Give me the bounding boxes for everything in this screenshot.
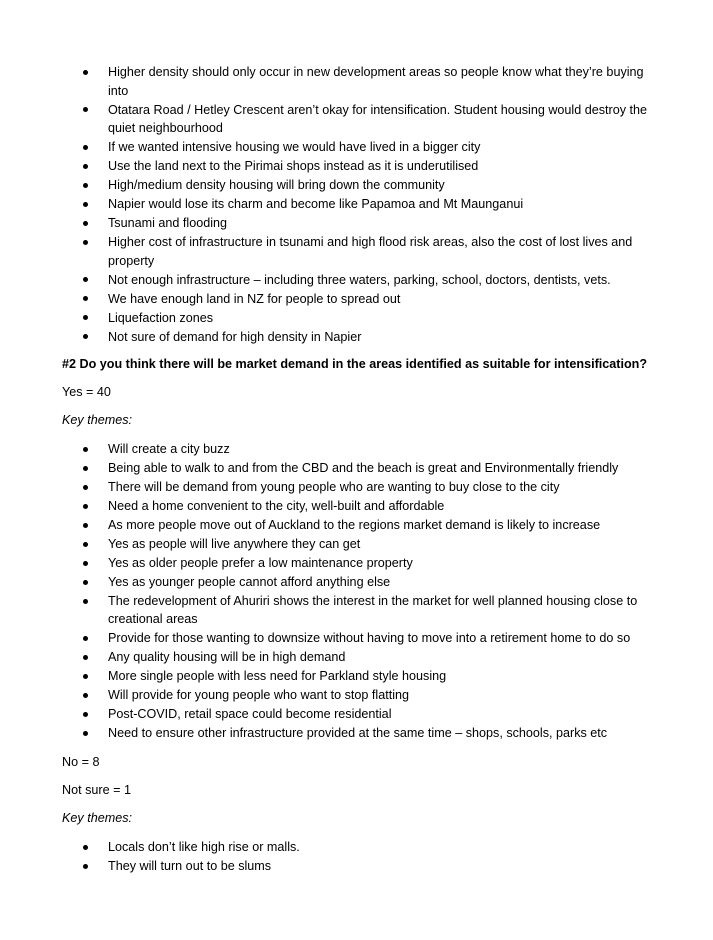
list-item (0, 138, 713, 157)
bullet-icon (83, 183, 88, 188)
list-item (0, 328, 713, 347)
bullet-icon (83, 731, 88, 736)
bullet-icon (83, 70, 88, 75)
list-item-text: Yes as older people prefer a low maintenance property (108, 555, 413, 570)
list-item (0, 478, 713, 497)
bullet-icon (83, 334, 88, 339)
bullet-icon (83, 447, 88, 452)
list-item (0, 233, 713, 270)
no-themes-list (0, 838, 713, 876)
list-item (0, 497, 713, 516)
list-item (0, 686, 713, 705)
bullet-icon (83, 542, 88, 547)
bullet-icon (83, 202, 88, 207)
bullet-icon (83, 221, 88, 226)
list-item (0, 195, 713, 214)
list-item-text: Napier would lose its charm and become like Papamoa and Mt Maunganui (108, 197, 524, 212)
yes-themes-list (0, 440, 713, 743)
list-item-text: Locals don’t like high rise or malls. (108, 840, 300, 854)
bullet-icon (83, 712, 88, 717)
bullet-icon (83, 277, 88, 282)
list-item-text: Being able to walk to and from the CBD and the beach is great and Environmentally friendly (108, 460, 619, 475)
bullet-icon (83, 240, 88, 245)
bullet-icon (83, 845, 88, 850)
list-item-text: High/medium density housing will bring down the community (108, 178, 445, 193)
list-item (0, 667, 713, 686)
bullet-icon (83, 164, 88, 169)
yes-count: Yes = 40 (62, 385, 111, 399)
list-item (0, 157, 713, 176)
bullet-icon (83, 599, 88, 604)
list-item-text: Not enough infrastructure – including three waters, parking, school, doctors, dentists, vets. (108, 272, 611, 287)
not-sure-count: Not sure = 1 (62, 783, 131, 797)
list-item-text: Will create a city buzz (108, 442, 230, 456)
list-item (0, 838, 713, 857)
list-item (0, 440, 713, 459)
list-item-text: Will provide for young people who want to stop flatting (108, 688, 410, 703)
list-item-text: Use the land next to the Pirimai shops instead as it is underutilised (108, 159, 479, 174)
bullet-icon (83, 504, 88, 509)
list-item (0, 629, 713, 648)
bullet-icon (83, 636, 88, 641)
list-item-text: Liquefaction zones (108, 310, 214, 325)
list-item-text: Post-COVID, retail space could become residential (108, 707, 392, 722)
list-item (0, 857, 713, 876)
list-item (0, 573, 713, 592)
list-item (0, 724, 713, 743)
list-item (0, 63, 713, 100)
bullet-icon (83, 580, 88, 585)
list-item (0, 554, 713, 573)
list-item-text: There will be demand from young people who are wanting to buy close to the city (108, 479, 560, 494)
list-item-text: Yes as younger people cannot afford anything else (108, 574, 391, 589)
list-item (0, 176, 713, 195)
bullet-icon (83, 674, 88, 679)
list-item-text: Higher density should only occur in new development areas so people know what they’re buying into (108, 65, 644, 98)
bullet-icon (83, 145, 88, 150)
list-item (0, 592, 713, 629)
list-item-text: They will turn out to be slums (108, 858, 272, 873)
list-item-text: We have enough land in NZ for people to spread out (108, 291, 401, 306)
concerns-list (0, 63, 713, 347)
list-item-text: Not sure of demand for high density in Napier (108, 329, 362, 344)
list-item-text: As more people move out of Auckland to the regions market demand is likely to increase (108, 517, 601, 532)
bullet-icon (83, 296, 88, 301)
bullet-icon (83, 315, 88, 320)
list-item (0, 101, 713, 138)
list-item (0, 648, 713, 667)
list-item (0, 535, 713, 554)
bullet-icon (83, 485, 88, 490)
bullet-icon (83, 561, 88, 566)
list-item-text: Higher cost of infrastructure in tsunami and high flood risk areas, also the cost of lost lives and property (108, 235, 633, 268)
list-item-text: Need a home convenient to the city, well-built and affordable (108, 498, 445, 513)
list-item-text: Need to ensure other infrastructure provided at the same time – shops, schools, parks etc (108, 726, 608, 741)
yes-key-themes-label: Key themes: (62, 413, 132, 427)
list-item-text: If we wanted intensive housing we would have lived in a bigger city (108, 140, 481, 155)
list-item-text: Provide for those wanting to downsize without having to move into a retirement home to do so (108, 631, 631, 646)
bullet-icon (83, 107, 88, 112)
list-item-text: Otatara Road / Hetley Crescent aren’t okay for intensification. Student housing would destroy the quiet neighbourhood (108, 102, 648, 136)
list-item (0, 459, 713, 478)
bullet-icon (83, 466, 88, 471)
no-count: No = 8 (62, 755, 100, 769)
list-item-text: Tsunami and flooding (108, 216, 228, 231)
list-item (0, 271, 713, 290)
bullet-icon (83, 864, 88, 869)
bullet-icon (83, 523, 88, 528)
bullet-icon (83, 655, 88, 660)
list-item-text: Yes as people will live anywhere they can get (108, 536, 361, 551)
no-key-themes-label: Key themes: (62, 811, 132, 825)
list-item (0, 705, 713, 724)
list-item (0, 516, 713, 535)
list-item (0, 309, 713, 328)
list-item-text: The redevelopment of Ahuriri shows the interest in the market for well planned housing close to creational areas (108, 593, 638, 627)
list-item (0, 290, 713, 309)
bullet-icon (83, 693, 88, 698)
list-item-text: Any quality housing will be in high demand (108, 650, 346, 665)
question-2-heading: #2 Do you think there will be market demand in the areas identified as suitable for intensification? (62, 357, 648, 371)
list-item (0, 214, 713, 233)
list-item-text: More single people with less need for Parkland style housing (108, 669, 447, 684)
